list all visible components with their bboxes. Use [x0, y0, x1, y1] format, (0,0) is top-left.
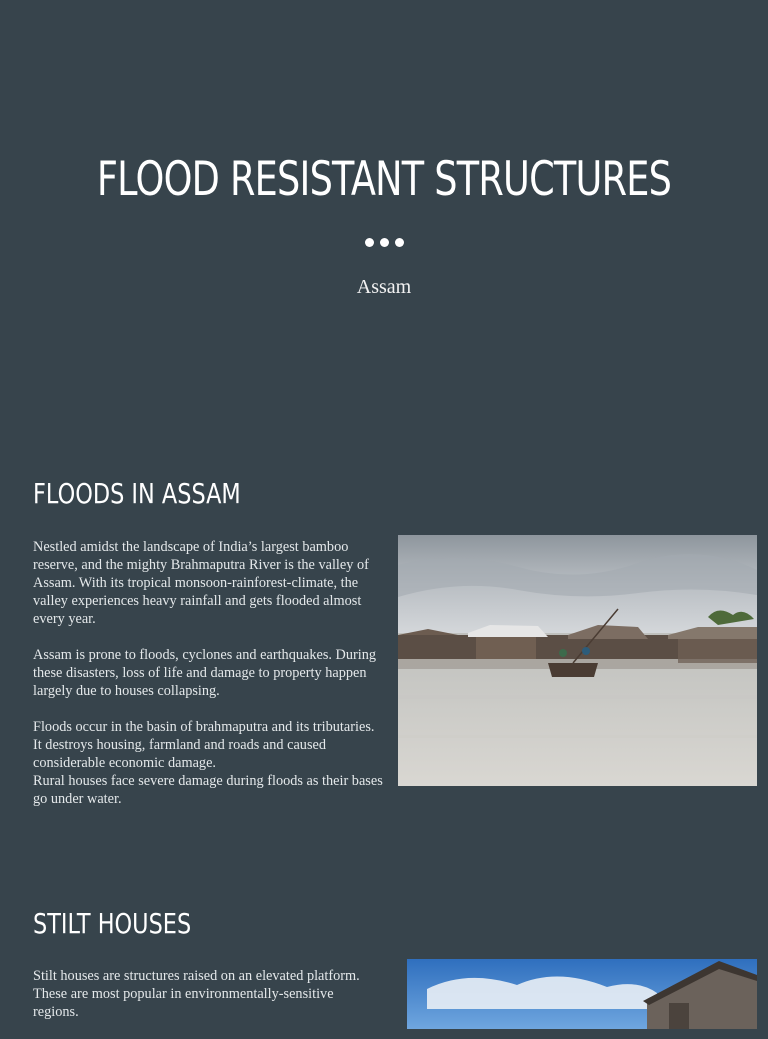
title-divider: [0, 238, 768, 247]
divider-dot: [365, 238, 374, 247]
divider-dot: [395, 238, 404, 247]
section-heading-stilt: STILT HOUSES: [33, 907, 192, 940]
paragraph-text: Assam is prone to floods, cyclones and earthquakes. During these disasters, loss of life and damage to property happen largely due to houses collapsing.: [33, 647, 377, 699]
divider-dot: [380, 238, 389, 247]
page-subtitle: Assam: [356, 276, 412, 298]
paragraph: [33, 538, 383, 628]
paragraph-text: Stilt houses are structures raised on an elevated platform. These are most popular in environmentally-sensitive regions.: [33, 968, 360, 1020]
section-body-floods: [33, 538, 383, 826]
paragraph: [33, 772, 383, 808]
section-heading-floods: FLOODS IN ASSAM: [33, 477, 241, 510]
paragraph-text: Nestled amidst the landscape of India’s largest bamboo reserve, and the mighty Brahmaputra River is the valley of Assam. With its tropical monsoon-rainforest-climate, the valley experiences heavy rainfall and gets flooded almost every year.: [33, 539, 369, 627]
section-body-stilt: [33, 967, 363, 1039]
paragraph: [33, 646, 383, 700]
paragraph-text: Floods occur in the basin of brahmaputra and its tributaries. It destroys housing, farmland and roads and caused considerable economic damage.: [33, 719, 375, 771]
paragraph: [33, 967, 363, 1021]
flooded-village-photo: [398, 535, 757, 786]
page-title: FLOOD RESISTANT STRUCTURES: [96, 152, 672, 207]
paragraph: [33, 718, 383, 772]
paragraph-text: Rural houses face severe damage during floods as their bases go under water.: [33, 773, 383, 807]
stilt-house-photo: [407, 959, 757, 1029]
